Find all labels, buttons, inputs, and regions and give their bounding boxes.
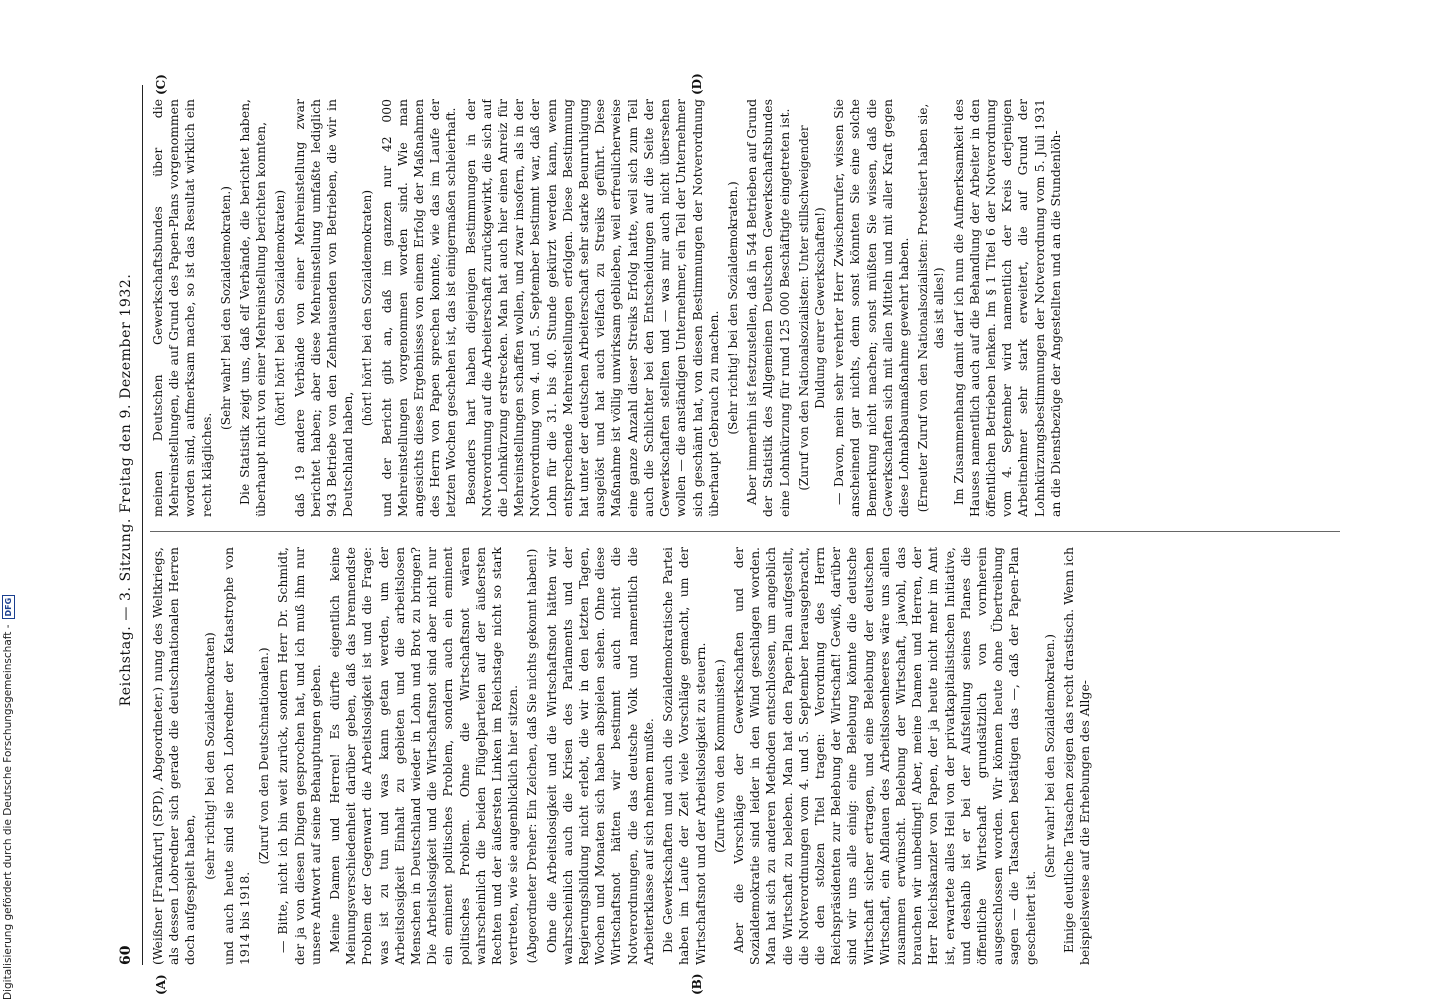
left-column [150,547,1340,965]
paragraph: Aber immerhin ist festzustellen, daß in 544 Betrieben auf Grund der Statistik des Allgemeinen Deutschen Gewerkschaftsbundes eine Lohnkürzung für rund 125 000 Beschäftigte eingetreten ist. [744,99,792,517]
paragraph: Die Statistik zeigt uns, daß elf Verbände, die berichtet haben, überhaupt nicht von einer Mehreinstellung berichten konnten, [237,99,269,517]
rotated-page-content [110,73,1350,995]
paragraph: meinen Deutschen Gewerkschaftsbundes über die Mehreinstellungen, die auf Grund des Papen-Plans vorgenommen worden sind, aufmerksam mache, so ist das Resultat wirklich ein recht klägliches. [150,99,214,517]
paragraph: Im Zusammenhang damit darf ich nun die Aufmerksamkeit des Hauses namentlich auch auf die Behandlung der Arbeiter in den öffentlichen Betrieben lenken. Im § 1 Titel 6 der Notverordnung vom 4. September wird namentlich der Kreis derjenigen Arbeitnehmer sehr stark erweitert, die auf Grund der Lohnkürzungsbestimmungen der Notverordnung vom 5. Juli 1931 an die Dienstbezüge der Angestellten und an die Stundenlöh- [950,99,1063,517]
digitization-footer [0,120,16,1000]
interjection: (Sehr wahr! bei den Sozialdemokraten.) [1042,634,1057,878]
dfg-logo: DFG [2,595,15,620]
paragraph: (Weißner [Frankfurt] (SPD), Abgeordneter.) nung des Weltkriegs, als dessen Lobredner sich gerade die deutschnationalen Herren doch aufgespielt haben, [150,547,198,965]
interjection: (Zuruf von den Nationalsozialisten: Unter stillschweigender Duldung eurer Gewerkschaften!) [796,125,827,491]
column-separator [150,531,1340,532]
paragraph: Meine Damen und Herren! Es dürfte eigentlich keine Meinungsverschiedenheit darüber geben, daß das brennendste Problem der Gegenwart die Arbeitslosigkeit ist und die Frage: was ist zu tun und was kann getan werden, um der Arbeitslosigkeit Einhalt zu gebieten und die arbeitslosen Menschen in Deutschland wieder in Lohn und Brot zu bringen? Die Arbeitslosigkeit und die Wirtschaftsnot sind aber nicht nur ein eminent politisches Problem, sondern auch ein eminent politisches Problem. Ohne die Wirtschaftsnot wären wahrscheinlich die beiden Flügelparteien auf der äußersten Rechten und der äußersten Linken im Reichstage nicht so stark vertreten, wie sie augenblicklich hier sitzen. [327,547,521,965]
margin-marker-c: (C) [154,74,168,95]
running-title: Reichstag. — 3. Sitzung. Freitag den 9. Dezember 1932. [118,273,134,707]
page-number: 60 [118,945,134,965]
margin-marker-b: (B) [690,973,704,995]
margin-marker-a: (A) [154,974,168,995]
interjection: (Erneuter Zuruf von den Nationalsozialisten: Protestiert haben sie, das ist alles!) [916,103,947,513]
interjection: (Sehr richtig! bei den Sozialdemokraten.) [725,181,740,435]
interjection: (hört! hört! bei den Sozialdemokraten) [360,189,375,427]
paragraph: Ohne die Arbeitslosigkeit und die Wirtschaftsnot hätten wir wahrscheinlich auch die Krisen des Parlaments und der Regierungsbildung nicht erlebt, die wir in den letzten Tagen, Wochen und Monaten sich haben abspielen sehen. Ohne diese Wirtschaftsnot hätten wir bestimmt auch nicht die Notverordnungen, die das deutsche Volk und namentlich die Arbeiterklasse auf sich nehmen mußte. [543,547,656,965]
right-column [150,99,1340,517]
margin-marker-d: (D) [690,73,704,95]
paragraph: Besonders hart haben diejenigen Bestimmungen in der Notverordnung auf die Arbeiterschaft zurückgewirkt, die sich auf die Lohnkürzung erstrecken. Man hat auch hier einen Anreiz für Mehreinstellungen schaffen wollen, und zwar insofern, als in der Notverordnung vom 4. und 5. September bestimmt war, daß der Lohn für die 31. bis 40. Stunde gekürzt werden kann, wenn entsprechende Mehreinstellungen erfolgen. Diese Bestimmung hat unter der deutschen Arbeiterschaft sehr starke Beunruhigung ausgelöst und hat auch vielfach zu Streiks geführt. Diese Maßnahme ist völlig unwirksam geblieben, weil erfreulicherweise eine ganze Anzahl dieser Streiks Erfolg hatte, weil sich zum Teil auch die Schlichter bei den Entscheidungen auf die Seite der Gewerkschaften stellten und — was mir auch nicht übersehen wollen — die anständigen Unternehmer, ein Teil der Unternehmer sich geschämt hat, von diesen Bestimmungen der Notverordnung überhaupt Gebrauch zu machen. [462,99,721,517]
footer-text: Digitalisierung gefördert durch die Deutsche Forschungsgemeinschaft - [2,624,14,1000]
paragraph: Die Gewerkschaften und auch die Sozialdemokratische Partei haben im Laufe der Zeit viele Vorschläge gemacht, um der Wirtschaftsnot und der Arbeitslosigkeit zu steuern. [660,547,708,965]
page-header [110,85,144,965]
paragraph: und auch heute sind sie noch Lobredner der Katastrophe von 1914 bis 1918. [220,547,253,965]
paragraph: und der Bericht gibt an, daß im ganzen nur 42 000 Mehreinstellungen vorgenommen worden sind. Wie man angesichts dieses Ergebnisses von einem Erfolg der Maßnahmen des Herrn von Papen sprechen konnte, wie das im Laufe der letzten Wochen geschehen ist, das ist einigermaßen schleierhaft. [378,99,459,517]
interjection: (hört! hört! bei den Sozialdemokraten) [273,189,288,427]
interjection: (Abgeordneter Dreher: Ein Zeichen, daß Sie nichts gekonnt haben!) [525,548,540,964]
paragraph: — Davon, mein sehr verehrter Herr Zwischenrufer, wissen Sie anscheinend gar nichts, denn sonst könnten Sie eine solche Bemerkung nicht machen; sonst müßten Sie wissen, daß die Gewerkschaften sich mit allen Mitteln und mit aller Kraft gegen diese Lohnabbaumaßnahme gewehrt haben. [831,99,911,517]
paragraph: daß 19 andere Verbände von einer Mehreinstellung zwar berichtet haben; aber diese Mehreinstellung umfaßte lediglich 943 Betriebe von den Zehntausenden von Betrieben, die wir in Deutschland haben, [291,99,356,517]
interjection: (sehr richtig! bei den Sozialdemokraten) [202,632,217,880]
interjection: (Zuruf von den Deutschnationalen.) [257,647,272,865]
interjection: (Sehr wahr! bei den Sozialdemokraten.) [218,186,233,430]
paragraph: Aber die Vorschläge der Gewerkschaften und der Sozialdemokratie sind leider in den Wind geschlagen worden. Man hat sich zu anderen Methoden entschlossen, um angeblich die Wirtschaft zu beleben. Man hat den Papen-Plan aufgestellt, die Notverordnungen vom 4. und 5. September herausgebracht, die den stolzen Titel tragen: Verordnung des Herrn Reichspräsidenten zur Belebung der Wirtschaft! Gewiß, darüber sind wir uns alle einig: eine Belebung könnte die deutsche Wirtschaft sicher ertragen, und eine Belebung der deutschen Wirtschaft, ein Abflauen des Arbeitslosenheeres wäre uns allen zusammen erwünscht. Belebung der Wirtschaft, jawohl, das brauchen wir unbedingt! Aber, meine Damen und Herren, der Herr Reichskanzler von Papen, der ja heute nicht mehr im Amt ist, erwartete alles Heil von der privatkapitalistischen Initiative, und deshalb ist er bei der Aufstellung seines Planes die öffentliche Wirtschaft grundsätzlich von vornherein ausgeschlossen worden. Wir können heute ohne Übertreibung sagen — die Tatsachen bestätigen das —, daß der Papen-Plan gescheitert ist. [730,547,1038,965]
interjection: (Zurufe von den Kommunisten.) [712,659,727,853]
paragraph: — Bitte, nicht ich bin weit zurück, sondern Herr Dr. Schmidt, der ja von diesen Dingen gesprochen hat, und ich muß ihm nur unsere Antwort auf seine Behauptungen geben. [275,547,323,965]
header-rule [142,85,143,965]
paragraph: Einige deutliche Tatsachen zeigen das recht drastisch. Wenn ich beispielsweise auf die Erhebungen des Allge- [1060,547,1093,965]
